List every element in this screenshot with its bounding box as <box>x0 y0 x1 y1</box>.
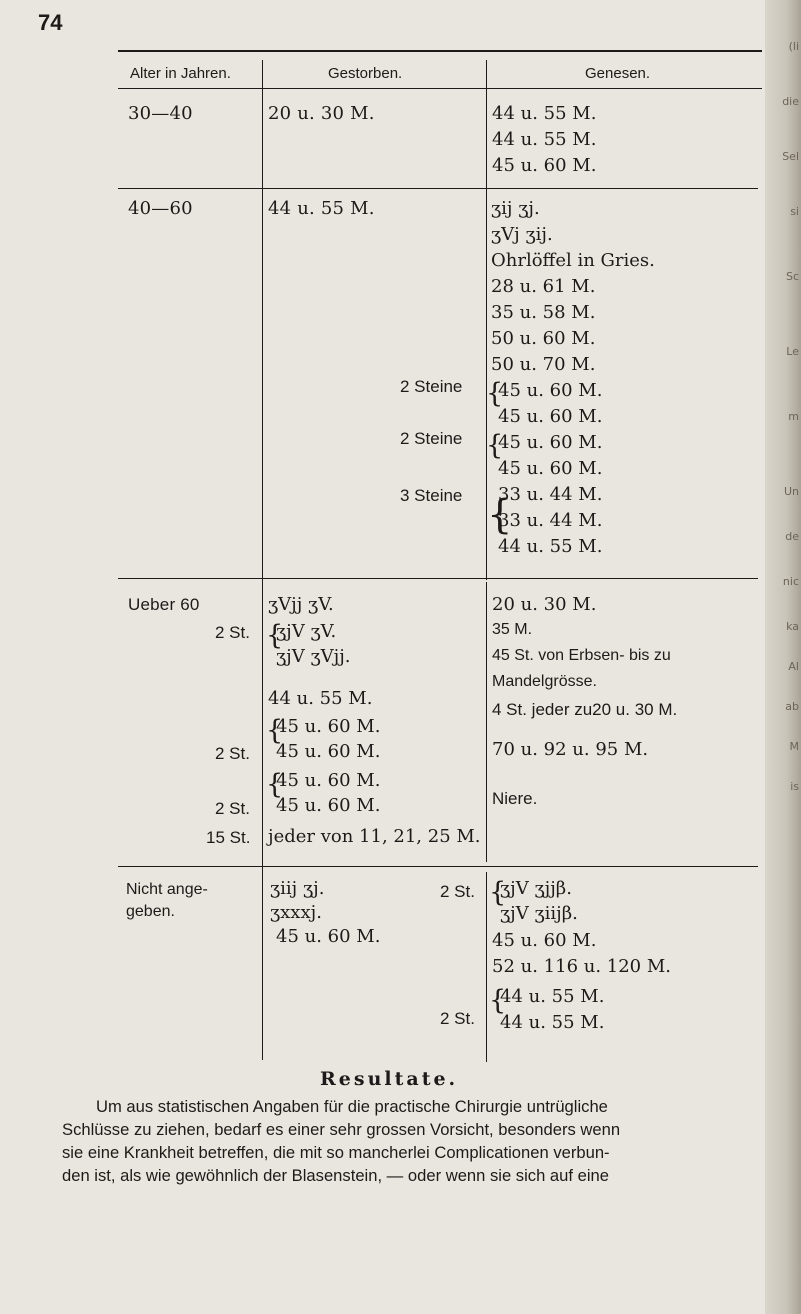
died-entry: 20 u. 30 M. <box>268 103 375 124</box>
brace-icon: { <box>266 769 284 800</box>
age-group: geben. <box>126 903 175 920</box>
healed-entry: ʒjV ʒiijβ. <box>500 903 578 924</box>
brace-icon: { <box>489 877 507 908</box>
healed-entry: 44 u. 55 M. <box>492 129 597 150</box>
healed-entry: 44 u. 55 M. <box>500 986 605 1007</box>
brace-icon: { <box>487 492 513 538</box>
margin-fragment: Al <box>788 660 799 673</box>
healed-entry: 50 u. 70 M. <box>491 354 596 375</box>
margin-fragment: nic <box>782 575 799 588</box>
healed-entry: 44 u. 55 M. <box>500 1012 605 1033</box>
margin-fragment: m <box>788 410 799 423</box>
row-rule <box>118 866 758 867</box>
row-rule <box>118 578 758 579</box>
header-rule <box>118 88 762 89</box>
died-entry: jeder von 11, 21, 25 M. <box>268 826 481 847</box>
healed-entry: 4 St. jeder zu20 u. 30 M. <box>492 700 678 719</box>
died-entry: 44 u. 55 M. <box>268 198 375 219</box>
died-entry: 45 u. 60 M. <box>276 795 381 816</box>
margin-fragment: Le <box>786 345 799 358</box>
body-line: sie eine Krankheit betreffen, die mit so mancherlei Complicationen verbun- <box>62 1143 610 1162</box>
body-line: Schlüsse zu ziehen, bedarf es einer sehr grossen Vorsicht, besonders wenn <box>62 1120 621 1139</box>
healed-entry: 45 u. 60 M. <box>498 458 603 479</box>
healed-entry: 52 u. 116 u. 120 M. <box>492 956 672 977</box>
healed-entry: 70 u. 92 u. 95 M. <box>492 739 649 760</box>
brace-icon: { <box>266 715 284 746</box>
died-entry: 45 u. 60 M. <box>276 741 381 762</box>
died-entry: ʒVjj ʒV. <box>268 594 334 615</box>
died-entry: 45 u. 60 M. <box>276 716 381 737</box>
column-divider <box>262 60 263 1060</box>
healed-entry: ʒjV ʒjjβ. <box>500 878 572 899</box>
age-group: Ueber 60 <box>128 595 200 614</box>
stones-label: 2 Steine <box>400 429 463 448</box>
healed-entry: Mandelgrösse. <box>492 673 597 690</box>
died-entry: ʒiij ʒj. <box>270 878 325 899</box>
age-group: 40—60 <box>128 198 193 219</box>
stones-count: 2 St. <box>215 623 250 642</box>
margin-fragment: die <box>782 95 799 108</box>
healed-entry: 44 u. 55 M. <box>498 536 603 557</box>
healed-entry: 44 u. 55 M. <box>492 103 597 124</box>
healed-entry: Ohrlöffel in Gries. <box>491 250 655 271</box>
healed-entry: ʒVj ʒij. <box>491 224 553 245</box>
margin-fragment: Un <box>783 485 799 498</box>
margin-fragment: M <box>789 740 799 753</box>
margin-fragment: (li <box>788 40 799 53</box>
healed-entry: 20 u. 30 M. <box>492 594 597 615</box>
healed-entry: Niere. <box>492 789 538 808</box>
died-entry: ʒjV ʒV. <box>276 621 337 642</box>
healed-entry: 50 u. 60 M. <box>491 328 596 349</box>
healed-entry: 45 St. von Erbsen- bis zu <box>492 647 671 664</box>
stones-count: 2 St. <box>215 744 250 763</box>
margin-fragment: is <box>790 780 799 793</box>
body-line: den ist, als wie gewöhnlich der Blasenstein, — oder wenn sie sich auf eine <box>62 1166 609 1185</box>
stones-count: 2 St. <box>440 1009 475 1028</box>
column-divider <box>486 582 487 862</box>
healed-entry: 45 u. 60 M. <box>498 380 603 401</box>
margin-fragment: Sel <box>782 150 799 163</box>
healed-entry: 45 u. 60 M. <box>498 406 603 427</box>
healed-entry: 35 M. <box>492 621 533 638</box>
healed-entry: ʒij ʒj. <box>491 198 540 219</box>
table-top-rule <box>118 50 762 52</box>
results-heading: Resultate. <box>320 1068 459 1090</box>
stones-count: 15 St. <box>206 828 251 847</box>
died-entry: 45 u. 60 M. <box>276 770 381 791</box>
stones-count: 2 St. <box>215 799 250 818</box>
stones-label: 2 Steine <box>400 377 463 396</box>
age-group: Nicht ange- <box>126 881 208 898</box>
age-group: 30—40 <box>128 103 193 124</box>
page-number: 74 <box>38 10 63 35</box>
died-entry: 44 u. 55 M. <box>268 688 373 709</box>
margin-fragment: Sc <box>785 270 799 283</box>
adjacent-page-edge <box>765 0 801 1314</box>
healed-entry: 28 u. 61 M. <box>491 276 596 297</box>
stones-label: 3 Steine <box>400 486 463 505</box>
column-divider <box>486 872 487 1062</box>
healed-entry: 35 u. 58 M. <box>491 302 596 323</box>
margin-fragment: de <box>785 530 799 543</box>
margin-fragment: si <box>790 205 799 218</box>
margin-fragment: ka <box>786 620 799 633</box>
margin-fragment: ab <box>785 700 799 713</box>
healed-entry: 45 u. 60 M. <box>492 930 597 951</box>
died-entry: ʒxxxj. <box>270 902 322 923</box>
header-died: Gestorben. <box>328 65 403 82</box>
healed-entry: 45 u. 60 M. <box>492 155 597 176</box>
died-entry: 45 u. 60 M. <box>276 926 381 947</box>
header-healed: Genesen. <box>585 65 651 82</box>
header-age: Alter in Jahren. <box>130 65 231 82</box>
healed-entry: 33 u. 44 M. <box>498 510 603 531</box>
row-rule <box>118 188 758 189</box>
healed-entry: 33 u. 44 M. <box>498 484 603 505</box>
stones-count: 2 St. <box>440 882 475 901</box>
healed-entry: 45 u. 60 M. <box>498 432 603 453</box>
body-line: Um aus statistischen Angaben für die practische Chirurgie untrügliche <box>96 1097 608 1116</box>
brace-icon: { <box>486 378 504 409</box>
brace-icon: { <box>486 430 504 461</box>
brace-icon: { <box>489 985 507 1016</box>
died-entry: ʒjV ʒVjj. <box>276 646 351 667</box>
brace-icon: { <box>266 620 284 651</box>
